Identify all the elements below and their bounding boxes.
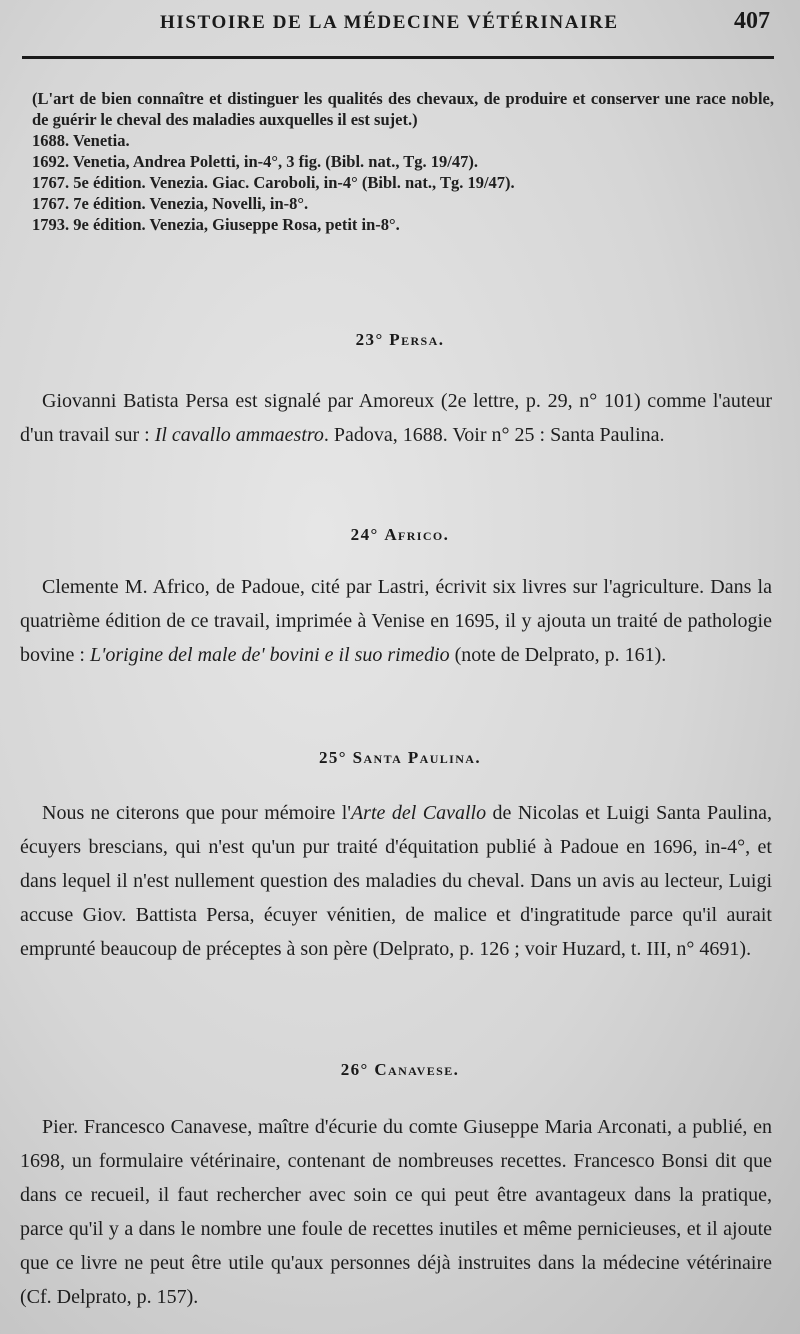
running-header [0,8,790,42]
section-heading-canavese [0,1060,800,1080]
section-number: 25° [318,748,347,767]
section-heading-santa-paulina [0,748,800,768]
paragraph-text: Nous ne citerons que pour mémoire l' [42,802,351,824]
section-paragraph-canavese [20,1110,772,1314]
work-title: Il cavallo ammaestro [154,424,324,446]
section-paragraph-santa-paulina [20,796,772,966]
section-name: Africo. [384,525,450,544]
paragraph-text: Pier. Francesco Canavese, maître d'écurie du comte Giuseppe Maria Arconati, a publié, en 1698, un formulaire vétérinaire, contenant de nombreuses recettes. Francesco Bonsi dit que dans ce recueil, il faut rechercher avec soin ce qui peut être avantageux dans la pratique, parce qu'il y a dans le nombre une foule de recettes inutiles et même pernicieuses, et il ajoute que ce livre ne peut être utile qu'aux personnes déjà instruites dans la médecine vétérinaire (Cf. Delprato, p. 157). [20,1116,772,1308]
paragraph-text: Clemente M. Africo, de Padoue, cité par Lastri, écrivit six livres sur l'agriculture. Dans la quatrième édition de ce travail, imprimée à Venise en 1695, il y ajouta un traité de pathologie bovine : [20,576,772,666]
paragraph-text: . Padova, 1688. Voir n° 25 : Santa Paulina. [323,424,665,446]
work-title: L'origine del male de' bovini e il suo rimedio [90,644,450,666]
section-heading-persa [0,330,800,350]
section-name: Santa Paulina. [352,748,482,767]
work-title: Arte del Cavallo [350,802,487,824]
section-number: 24° [350,525,379,544]
section-name: Persa. [389,330,445,349]
running-title: HISTOIRE DE LA MÉDECINE VÉTÉRINAIRE [160,12,619,33]
edition-entry: 1692. Venetia, Andrea Poletti, in-4°, 3 fig. (Bibl. nat., Tg. 19/47). [32,152,479,171]
bibliography-block [32,88,774,235]
header-rule [22,56,774,59]
paragraph-text: Giovanni Batista Persa est signalé par Amoreux (2e lettre, p. 29, n° 101) comme l'auteur d'un travail sur : [20,390,772,446]
paragraph-text: de Nicolas et Luigi Santa Paulina, écuyers brescians, qui n'est qu'un pur traité d'équitation publié à Padoue en 1696, in-4°, et dans lequel il n'est nullement question des maladies du cheval. Dans un avis au lecteur, Luigi accuse Giov. Battista Persa, écuyer vénitien, de malice et d'ingratitude parce qu'il aurait emprunté beaucoup de préceptes à son père (Delprato, p. 126 ; voir Huzard, t. III, n° 4691). [20,802,772,960]
edition-list [32,130,774,235]
section-paragraph-persa [20,384,772,452]
section-paragraph-africo [20,570,772,672]
section-number: 23° [355,330,384,349]
section-heading-africo [0,525,800,545]
edition-entry: 1767. 5e édition. Venezia. Giac. Caroboli, in-4° (Bibl. nat., Tg. 19/47). [32,173,515,192]
paragraph-text: (note de Delprato, p. 161). [449,644,667,666]
page-number: 407 [734,8,770,34]
section-number: 26° [340,1060,369,1079]
edition-entry: 1767. 7e édition. Venezia, Novelli, in-8°. [32,194,309,213]
work-description: (L'art de bien connaître et distinguer les qualités des chevaux, de produire et conserver une race noble, de guérir le cheval des maladies auxquelles il est sujet.) [32,89,774,129]
edition-entry: 1688. Venetia. [32,131,130,150]
edition-entry: 1793. 9e édition. Venezia, Giuseppe Rosa, petit in-8°. [32,215,400,234]
section-name: Canavese. [374,1060,460,1079]
